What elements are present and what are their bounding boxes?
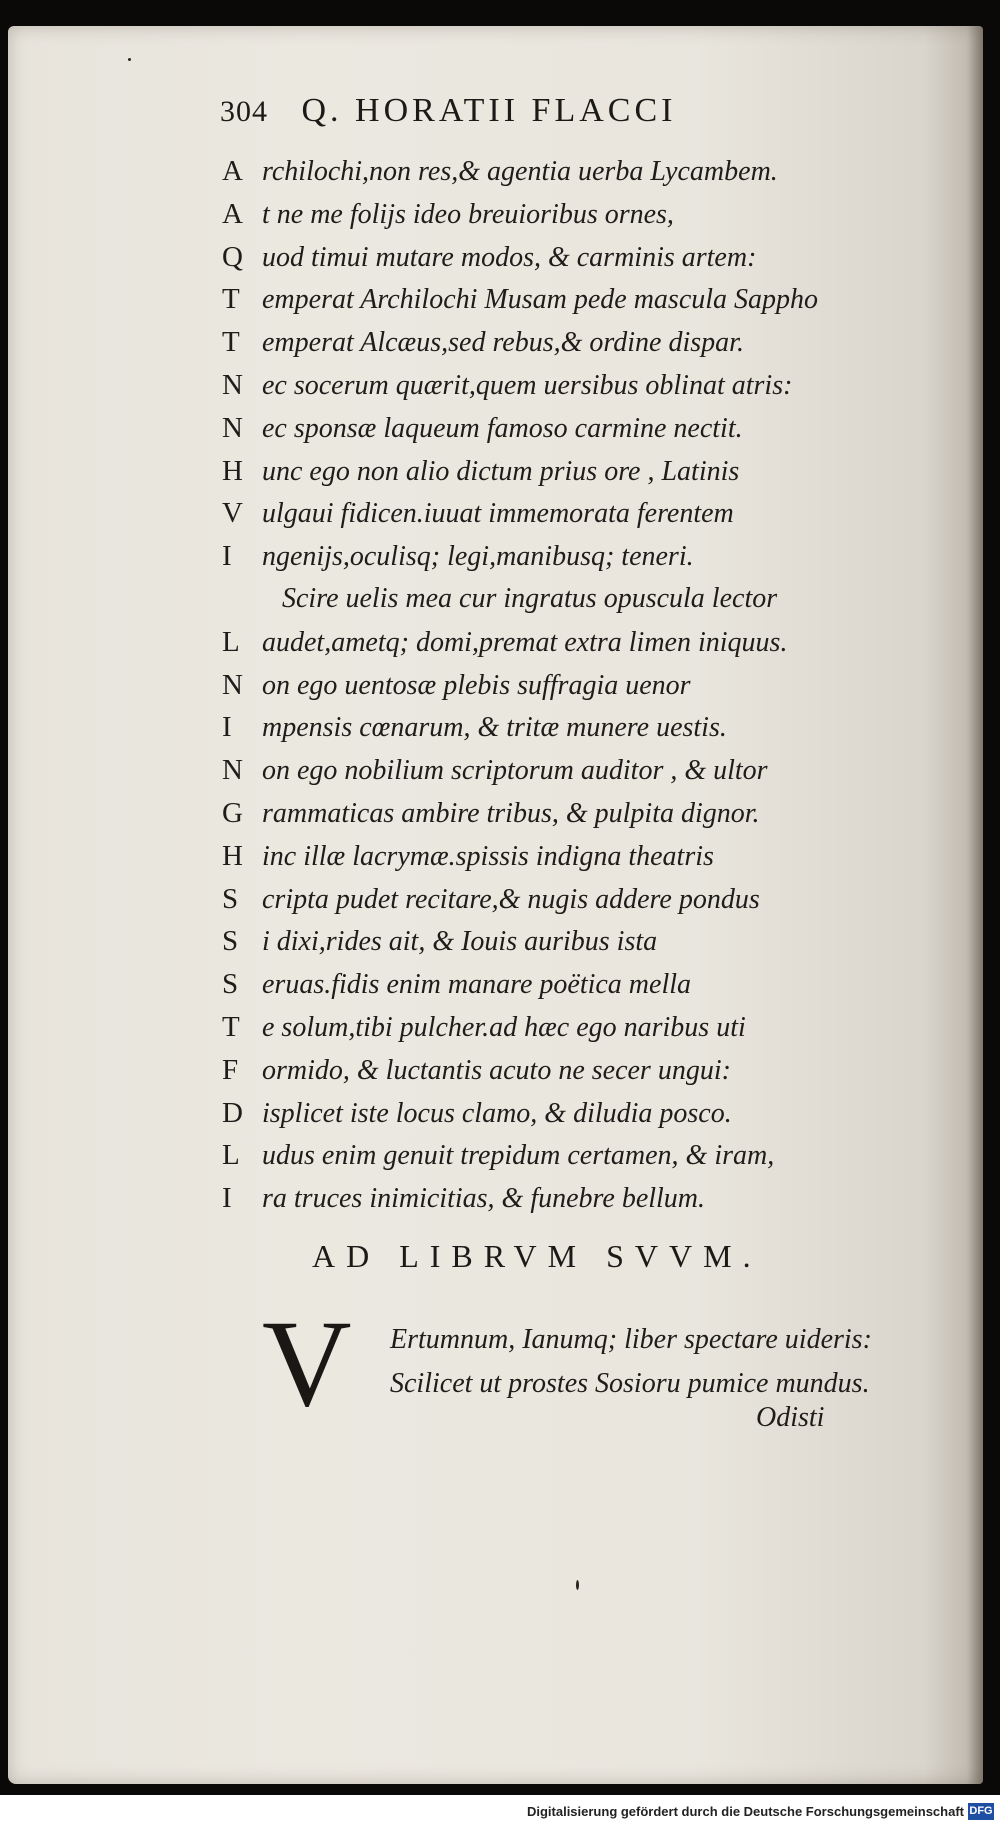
drop-cap: V [262,1295,352,1432]
verse-initial: I [222,711,232,744]
page-edge-shadow [967,26,983,1784]
verse-block [222,150,818,1220]
section-title: AD LIBRVM SVVM. [312,1238,762,1274]
ink-speck [576,1580,579,1590]
ink-speck [128,58,131,61]
verse-initial: A [222,155,243,187]
dfg-logo-icon: DFG [968,1803,994,1820]
verse-text: ec sponsæ laqueum famoso carmine nectit. [262,412,743,444]
verse-line [222,364,818,407]
verse-text: cripta pudet recitare,& nugis addere pondus [262,883,760,915]
verse-text: eruas.fidis enim manare poëtica mella [262,969,692,1001]
verse-line [222,878,818,921]
verse-initial: N [222,668,243,701]
verse-line [222,920,818,963]
verse-initial: T [222,1010,240,1043]
verse-initial: Q [222,240,243,273]
verse-initial: S [222,925,239,958]
verse-initial: F [222,1053,239,1086]
verse-initial: H [222,839,243,872]
verse-line [222,664,818,707]
verse-line [222,1049,818,1092]
epistle-line: Scilicet ut prostes Sosioru pumice mundus. [390,1368,870,1399]
verse-initial: S [222,968,239,1001]
verse-initial: G [222,796,243,829]
verse-initial: N [222,368,243,401]
verse-line [222,706,818,749]
verse-line [222,450,818,493]
verse-text: emperat Alcæus,sed rebus,& ordine dispar. [262,327,744,359]
verse-text: ormido, & luctantis acuto ne secer ungui: [262,1054,731,1086]
verse-line [222,535,818,578]
verse-initial: S [222,882,239,915]
page-number: 304 [220,95,268,128]
verse-line [222,749,818,792]
running-title: Q. HORATII FLACCI [301,92,677,129]
verse-text: i dixi,rides ait, & Iouis auribus ista [262,926,658,958]
verse-line [222,407,818,450]
verse-initial: T [222,326,240,359]
verse-line [222,193,818,236]
verse-initial: I [222,540,232,573]
running-head [220,92,676,130]
verse-initial: I [222,1182,232,1215]
footer-credit: Digitalisierung gefördert durch die Deutsche Forschungsgemeinschaft [526,1804,964,1819]
verse-text: udus enim genuit trepidum certamen, & iram, [262,1140,775,1172]
verse-line [222,835,818,878]
verse-text: t ne me folijs ideo breuioribus ornes, [262,198,674,230]
verse-text: rchilochi,non res,& agentia uerba Lycambem. [262,156,778,187]
verse-initial: A [222,197,243,230]
verse-line [222,492,818,535]
verse-line [222,792,818,835]
verse-text: Scire uelis mea cur ingratus opuscula lector [282,582,778,614]
verse-text: on ego nobilium scriptorum auditor , & ultor [262,755,768,787]
catchword: Odisti [756,1402,825,1433]
verse-initial: D [222,1096,243,1129]
verse-line [222,150,818,193]
verse-line [222,236,818,279]
verse-text: ulgaui fidicen.iuuat immemorata ferentem [262,498,734,530]
verse-line [222,578,818,621]
verse-line [222,1006,818,1049]
verse-initial: V [222,497,243,530]
verse-initial: H [222,454,243,487]
verse-text: ngenijs,oculisq; legi,manibusq; teneri. [262,541,694,573]
verse-initial: N [222,754,243,787]
verse-text: isplicet iste locus clamo, & diludia posco. [262,1097,732,1129]
verse-line [222,1134,818,1177]
verse-text: unc ego non alio dictum prius ore , Latinis [262,455,740,487]
verse-initial: L [222,625,240,658]
verse-text: ec socerum quærit,quem uersibus oblinat atris: [262,369,793,401]
verse-line [222,963,818,1006]
verse-text: emperat Archilochi Musam pede mascula Sappho [262,284,819,316]
verse-text: e solum,tibi pulcher.ad hæc ego naribus uti [262,1011,746,1043]
verse-text: uod timui mutare modos, & carminis artem: [262,241,757,273]
verse-text: rammaticas ambire tribus, & pulpita dignor. [262,797,760,829]
verse-line [222,278,818,321]
verse-text: on ego uentosæ plebis suffragia uenor [262,669,691,701]
verse-line [222,1092,818,1135]
verse-text: mpensis cœnarum, & tritæ munere uestis. [262,712,727,744]
verse-line [222,621,818,664]
verse-text: audet,ametq; domi,premat extra limen iniquus. [262,626,788,658]
verse-line [222,321,818,364]
epistle-line: Ertumnum, Ianumq; liber spectare uideris: [390,1324,872,1355]
verse-text: inc illæ lacrymæ.spissis indigna theatris [262,840,714,872]
verse-text: ra truces inimicitias, & funebre bellum. [262,1183,706,1215]
verse-initial: N [222,411,243,444]
verse-line [222,1177,818,1220]
verse-initial: T [222,283,240,316]
footer-strip [0,1795,1000,1825]
verse-initial: L [222,1139,240,1172]
epistle-block [390,1318,872,1406]
